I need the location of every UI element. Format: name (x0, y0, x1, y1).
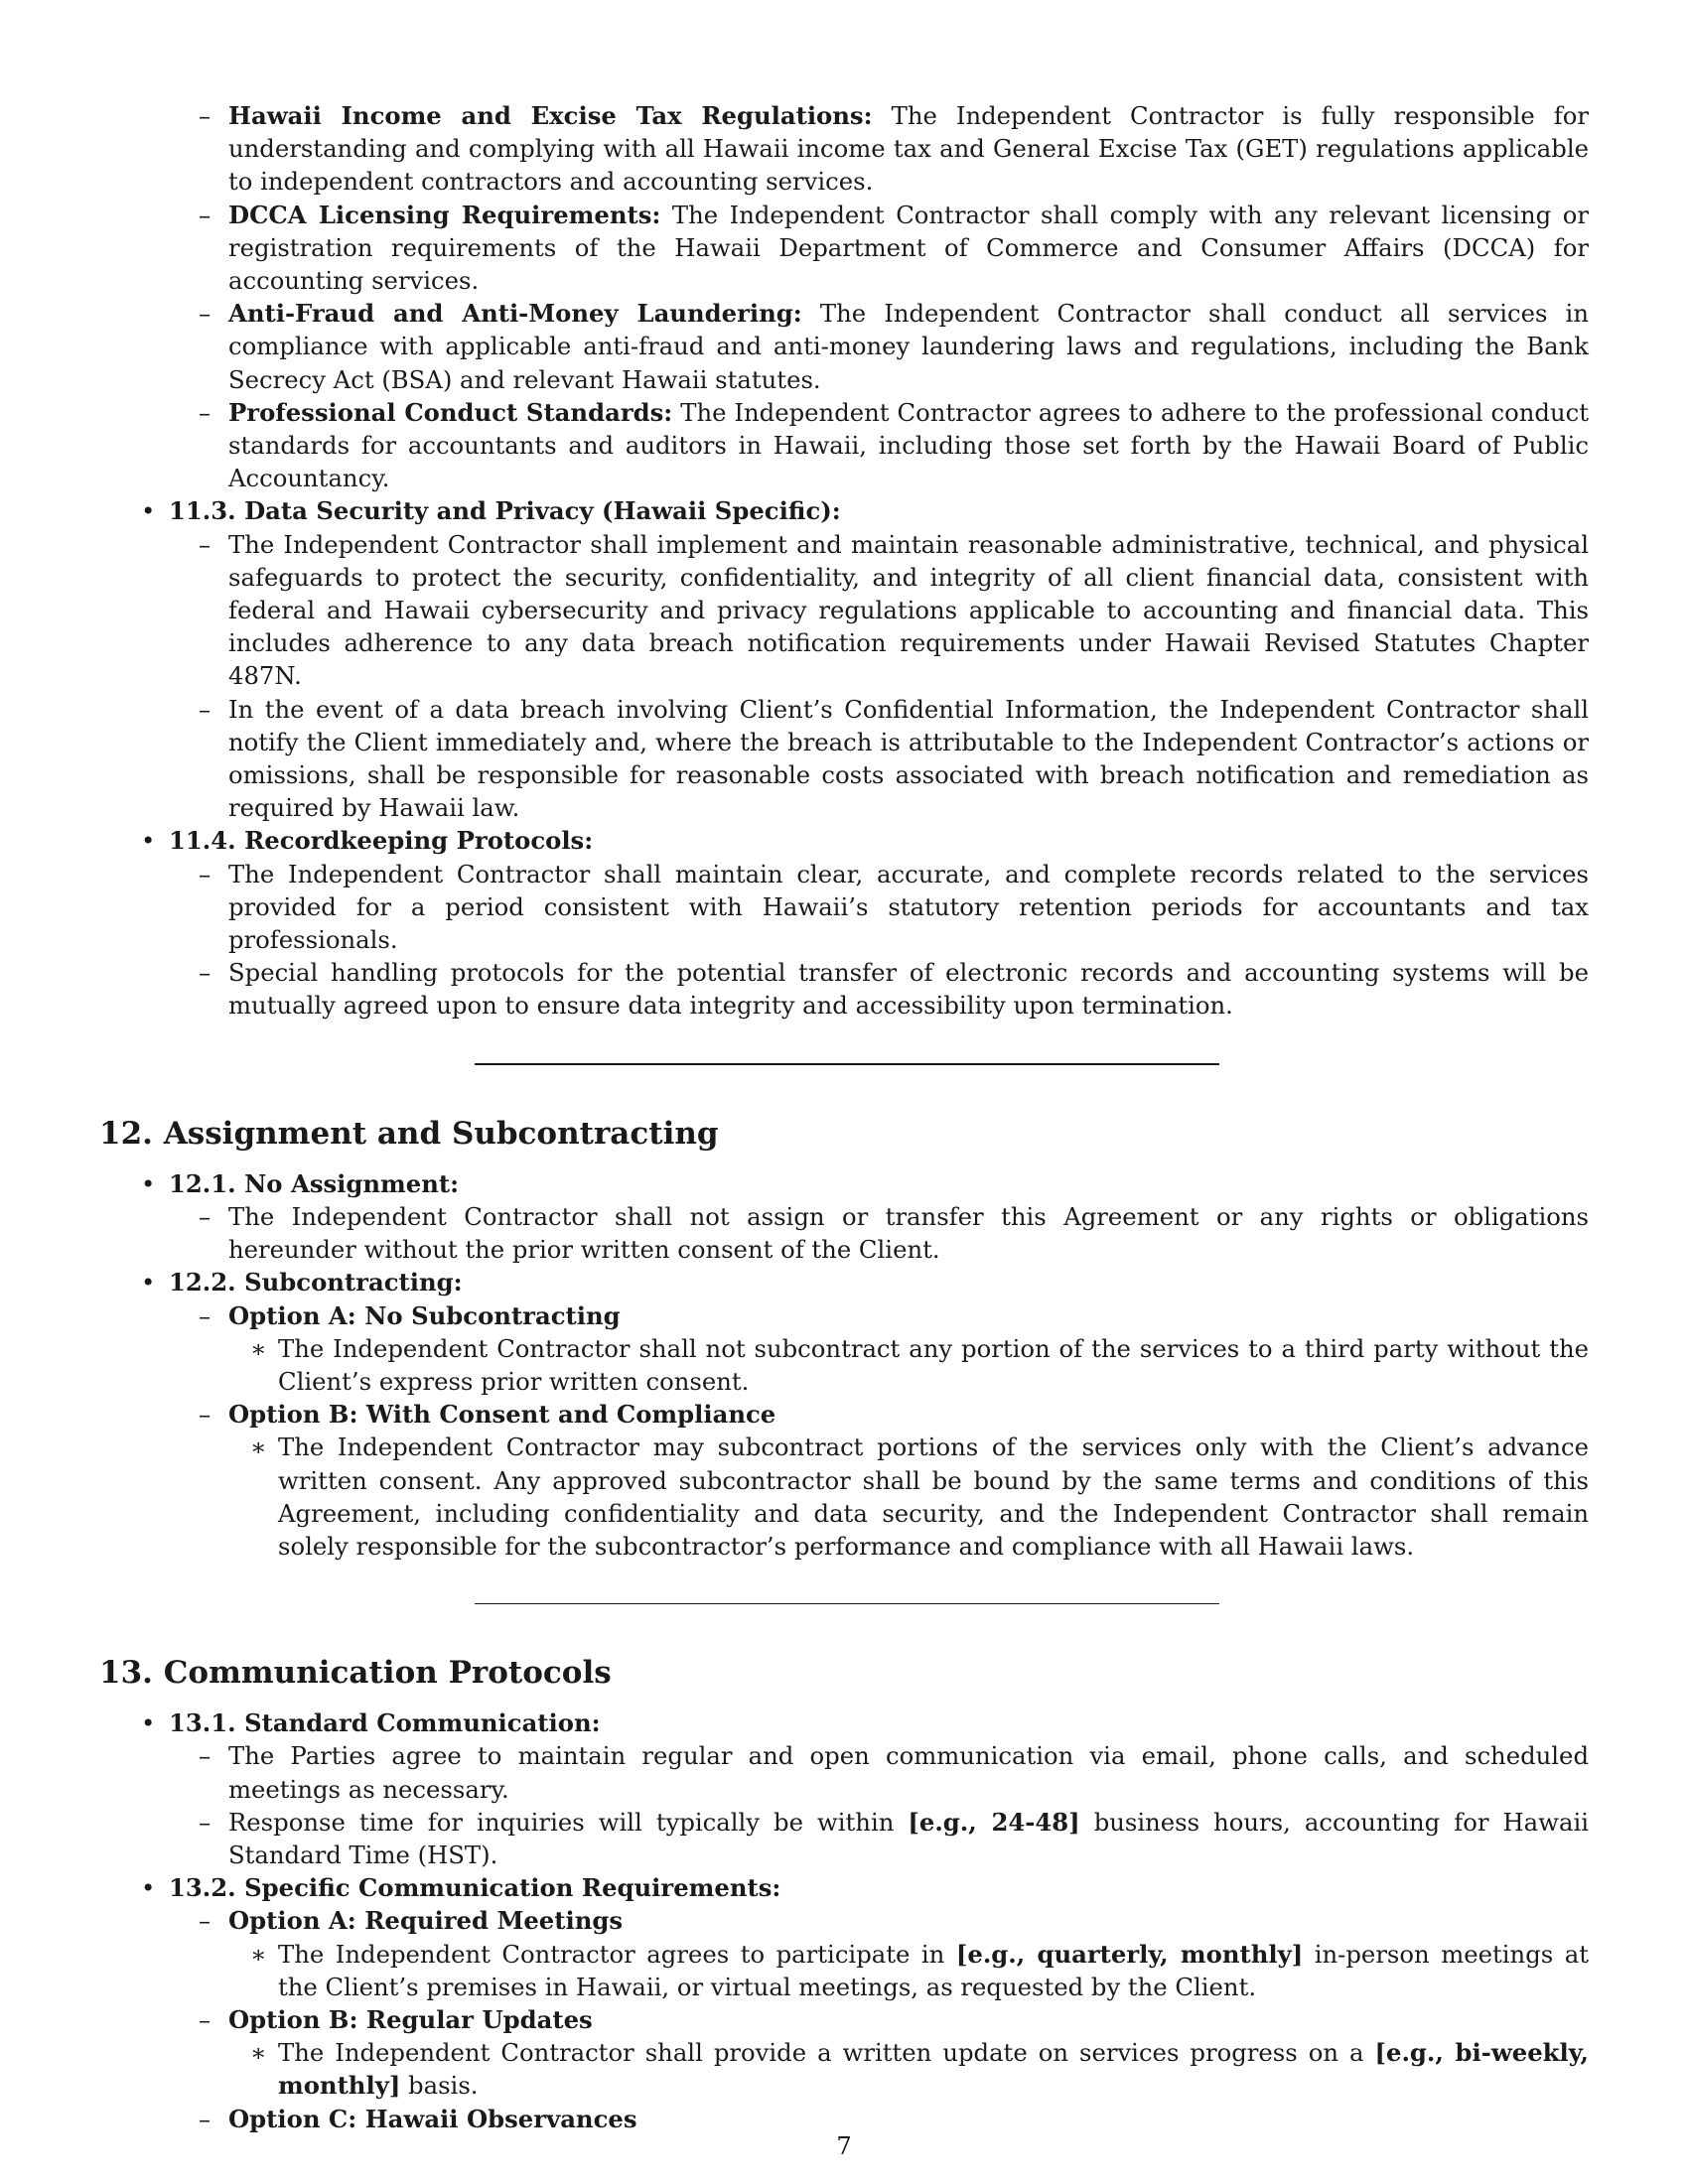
subsection-heading: 11.4. Recordkeeping Protocols: (169, 826, 594, 856)
option-items (228, 1332, 1589, 1398)
list-item: – DCCA Licensing Requirements: The Independent Contractor shall comply with any relevant licensing or registration requirements of the Hawaii Department of Commerce and Consumer Affairs (DCCA) for accounting services. (199, 200, 1589, 296)
option-items (228, 1938, 1589, 2003)
subsection-items (169, 1739, 1589, 1871)
list-item: ∗ The Independent Contractor may subcontract portions of the services only with the Client’s advance written consent. Any approved subcontractor shall be bound by the same terms and conditions of this Agreement, including confidentiality and data security, and the Independent Contractor shall remain solely responsible for the subcontractor’s performance and compliance with all Hawaii laws. (250, 1433, 1589, 1561)
option-items (228, 1431, 1589, 1563)
subsection-heading: 12.2. Subcontracting: (169, 1268, 463, 1297)
list-item: – The Independent Contractor shall not assign or transfer this Agreement or any rights or obligations hereunder without the prior written consent of the Client. (199, 1201, 1589, 1265)
list-item: – In the event of a data breach involving Client’s Confidential Information, the Independent Contractor shall notify the Client immediately and, where the breach is attributable to the Independent Contractor’s actions or omissions, shall be responsible for reasonable costs associated with breach notification and remediation as required by Hawaii law. (199, 694, 1589, 823)
list-item: – Professional Conduct Standards: The Independent Contractor agrees to adhere to the professional conduct standards for accountants and auditors in Hawaii, including those set forth by the Hawaii Board of Public Accountancy. (199, 397, 1589, 493)
horizontal-rule (475, 1063, 1219, 1065)
section-heading-12: 12. Assignment and Subcontracting (99, 1115, 719, 1152)
page-number: 7 (836, 2131, 852, 2160)
list-item: – Response time for inquiries will typically be within [e.g., 24-48] business hours, accounting for Hawaii Standard Time (HST). (199, 1807, 1589, 1869)
list-item: ∗ The Independent Contractor agrees to participate in [e.g., quarterly, monthly] in-person meetings at the Client’s premises in Hawaii, or virtual meetings, as requested by the Client. (250, 1939, 1589, 2001)
list-item: – Hawaii Income and Excise Tax Regulations: The Independent Contractor is fully responsible for understanding and complying with all Hawaii income tax and General Excise Tax (GET) regulations applicable to independent contractors and accounting services. (199, 101, 1590, 197)
section-heading-13: 13. Communication Protocols (99, 1655, 612, 1692)
subsection-items (169, 858, 1589, 1023)
option-b: – Option B: With Consent and Compliance ∗ The Independent Contractor may subcontract portions of the services only with the Client’s advance written consent. Any approved subcontractor shall be bound by the same terms and conditions of this Agreement, including confidentiality and data security, and the Independent Contractor shall remain solely responsible for the subcontractor’s performance and compliance with all Hawaii laws. (228, 1398, 1589, 1563)
list-item: – The Independent Contractor shall maintain clear, accurate, and complete records related to the services provided for a period consistent with Hawaii’s statutory retention periods for accountants and tax professionals. (199, 859, 1589, 955)
subsection-11-4: • 11.4. Recordkeeping Protocols: – The Independent Contractor shall maintain clear, accurate, and complete records related to the services provided for a period consistent with Hawaii’s statutory retention periods for accountants and tax professionals. – Special handling protocols for the potential transfer of electronic records and accounting systems will be mutually agreed upon to ensure data integrity and accessibility upon termination. (169, 824, 1589, 1022)
option-a: – Option A: No Subcontracting ∗ The Independent Contractor shall not subcontract any portion of the services to a third party without the Client’s express prior written consent. (228, 1299, 1589, 1399)
list-item: ∗ The Independent Contractor shall provide a written update on services progress on a [e.g., bi-weekly, monthly] basis. (250, 2038, 1589, 2101)
subsection-heading: 13.1. Standard Communication: (169, 1708, 601, 1738)
option-items (228, 2036, 1589, 2102)
subsection-12-2: • 12.2. Subcontracting: – Option A: No Subcontracting ∗ The Independent Contractor shall not subcontract any portion of the services to a third party without the Client’s express prior written consent. – Option B: With Consent and Compliance ∗ The Independent Contractor may subcontract portions of the services only with the Client’s advance written consent. Any approved subcontractor shall be bound by the same terms and conditions of this Agreement, including confidentiality and data security, and the Independent Contractor shall remain solely responsible for the subcontractor’s performance and compliance with all Hawaii laws. (169, 1266, 1589, 1563)
horizontal-rule (475, 1603, 1219, 1604)
list-item: ∗ The Independent Contractor shall not subcontract any portion of the services to a third party without the Client’s express prior written consent. (250, 1333, 1589, 1396)
subsection-13-1: • 13.1. Standard Communication: – The Parties agree to maintain regular and open communication via email, phone calls, and scheduled meetings as necessary. – Response time for inquiries will typically be within [e.g., 24-48] business hours, accounting for Hawaii Standard Time (HST). (169, 1706, 1589, 1871)
subsection-heading: 11.3. Data Security and Privacy (Hawaii Specific): (169, 496, 841, 526)
list-item: – Special handling protocols for the potential transfer of electronic records and accounting systems will be mutually agreed upon to ensure data integrity and accessibility upon termination. (199, 958, 1589, 1021)
subsection-items (169, 1904, 1589, 2134)
list-item: – The Parties agree to maintain regular and open communication via email, phone calls, and scheduled meetings as necessary. (199, 1741, 1589, 1804)
subsection-items (169, 528, 1589, 825)
subsection-13-2: • 13.2. Specific Communication Requirements: – Option A: Required Meetings ∗ The Independent Contractor agrees to participate in [e.g., quarterly, monthly] in-person meetings at the Client’s premises in Hawaii, or virtual meetings, as requested by the Client. – Option B: Regular Updates ∗ The Independent Contractor shall provide a written update on services progress on a [e.g., bi-weekly, monthly] basis. – Option C: Hawaii Observances (169, 1871, 1589, 2135)
subsection-heading: 12.1. No Assignment: (169, 1168, 460, 1198)
subsection-items (169, 1299, 1589, 1564)
option-c: – Option C: Hawaii Observances (199, 2104, 637, 2133)
section-13-list (99, 1706, 1589, 2135)
section-11-2-list (99, 99, 1589, 494)
page-content (99, 99, 1589, 2135)
list-item: – The Independent Contractor shall implement and maintain reasonable administrative, technical, and physical safeguards to protect the security, confidentiality, and integrity of all client financial data, consistent with federal and Hawaii cybersecurity and privacy regulations applicable to accounting and financial data. This includes adherence to any data breach notification requirements under Hawaii Revised Statutes Chapter 487N. (199, 529, 1589, 691)
subsection-11-3: • 11.3. Data Security and Privacy (Hawaii Specific): – The Independent Contractor shall implement and maintain reasonable administrative, technical, and physical safeguards to protect the security, confidentiality, and integrity of all client financial data, consistent with federal and Hawaii cybersecurity and privacy regulations applicable to accounting and financial data. This includes adherence to any data breach notification requirements under Hawaii Revised Statutes Chapter 487N. – In the event of a data breach involving Client’s Confidential Information, the Independent Contractor shall notify the Client immediately and, where the breach is attributable to the Independent Contractor’s actions or omissions, shall be responsible for reasonable costs associated with breach notification and remediation as required by Hawaii law. (169, 494, 1589, 824)
subsection-items (169, 1200, 1589, 1266)
subsection-12-1: • 12.1. No Assignment: – The Independent Contractor shall not assign or transfer this Agreement or any rights or obligations hereunder without the prior written consent of the Client. (169, 1167, 1589, 1267)
option-b: – Option B: Regular Updates ∗ The Independent Contractor shall provide a written update on services progress on a [e.g., bi-weekly, monthly] basis. (228, 2003, 1589, 2103)
list-item: – Anti-Fraud and Anti-Money Laundering: The Independent Contractor shall conduct all services in compliance with applicable anti-fraud and anti-money laundering laws and regulations, including the Bank Secrecy Act (BSA) and relevant Hawaii statutes. (199, 299, 1589, 394)
subsection-heading: 13.2. Specific Communication Requirements: (169, 1873, 781, 1903)
section-12-list (99, 1167, 1589, 1563)
section-11-list (99, 494, 1589, 1022)
option-a: – Option A: Required Meetings ∗ The Independent Contractor agrees to participate in [e.g., quarterly, monthly] in-person meetings at the Client’s premises in Hawaii, or virtual meetings, as requested by the Client. (228, 1904, 1589, 2003)
